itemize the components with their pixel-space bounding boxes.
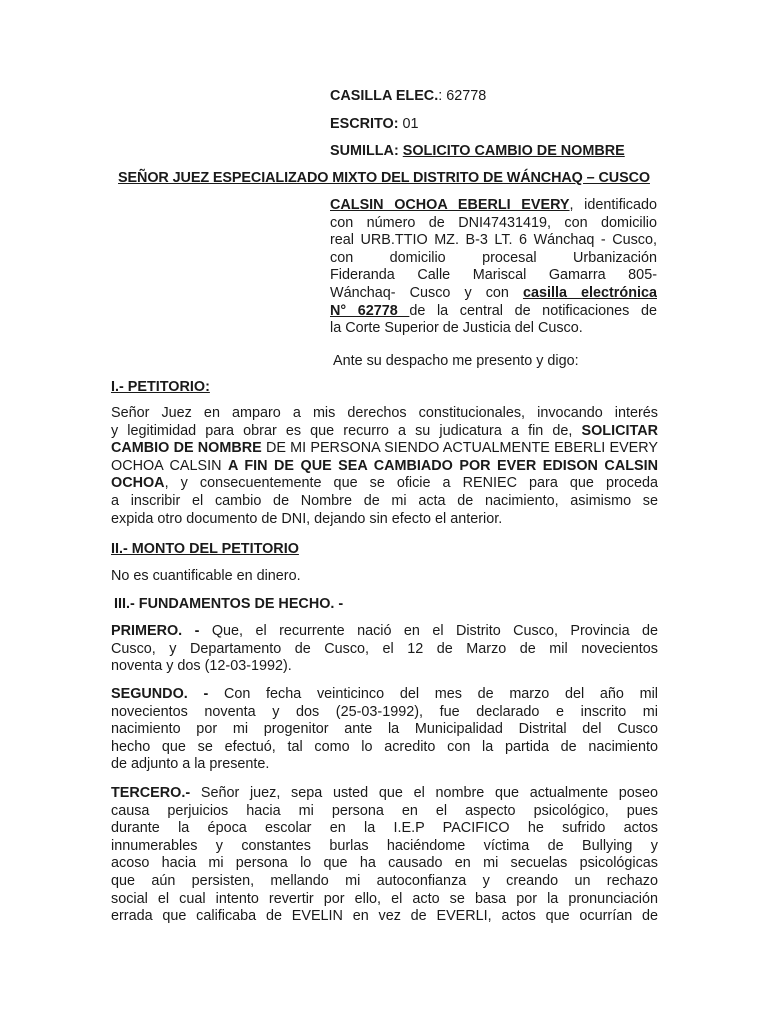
tercero-paragraph: TERCERO.- Señor juez, sepa usted que el nombre que actualmente poseo causa perjuicios hacia mi persona en el aspecto psicológico, pues durante la época escolar en la I.E.P PACIFICO he sufrido actos innumerables y constantes burlas haciéndome víctima de Bullying y acoso hacia mi persona lo que ha causado en mi secuelas psicológicas que aún persisten, mellando mi autoconfianza y creando un rechazo social el cual intento revertir por ello, el acto se basa por la pronunciación errada que calificaba de EVELIN en vez de EVERLI, actos que ocurrían de: [111, 785, 658, 925]
party-line: real URB.TTIO MZ. B-3 LT. 6 Wánchaq - Cusco,: [330, 232, 657, 249]
escrito-label: ESCRITO:: [330, 116, 399, 132]
casilla-value: : 62778: [438, 88, 487, 104]
casilla-line: [330, 88, 486, 106]
party-line: la Corte Superior de Justicia del Cusco.: [330, 320, 583, 337]
party-line: N° 62778 de la central de notificaciones de: [330, 302, 657, 319]
party-line: con número de DNI47431419, con domicilio: [330, 214, 657, 231]
party-line: Fideranda Calle Mariscal Gamarra 805-: [330, 267, 657, 284]
segundo-label: SEGUNDO. -: [111, 686, 209, 702]
party-line: con domicilio procesal Urbanización: [330, 249, 657, 266]
casilla-electronica: casilla electrónica: [522, 284, 657, 301]
primero-label: PRIMERO. -: [111, 623, 200, 639]
monto-heading: II.- MONTO DEL PETITORIO: [111, 541, 299, 557]
segundo-paragraph: SEGUNDO. - Con fecha veinticinco del mes de marzo del año mil novecientos noventa y dos (25-03-1992), fue declarado e inscrito mi nacimiento por mi progenitor ante la Municipalidad Distrital del Cusco hecho que se efectuó, tal como lo acredito con la partida de nacimiento de adjunto a la presente.: [111, 686, 658, 773]
party-name: CALSIN OCHOA EBERLI EVERY: [330, 197, 570, 213]
sumilla-value: SOLICITO CAMBIO DE NOMBRE: [402, 143, 625, 159]
petitorio-heading: I.- PETITORIO:: [111, 379, 210, 395]
casilla-label: CASILLA ELEC.: [330, 88, 439, 104]
monto-text: No es cuantificable en dinero.: [111, 568, 301, 584]
tercero-label: TERCERO.-: [111, 785, 191, 801]
casilla-number: N° 62778: [330, 302, 410, 319]
primero-paragraph: PRIMERO. - Que, el recurrente nació en el Distrito Cusco, Provincia de Cusco, y Departamento de Cusco, el 12 de Marzo de mil novecientos noventa y dos (12-03-1992).: [111, 623, 658, 675]
escrito-line: [330, 116, 419, 134]
party-line: CALSIN OCHOA EBERLI EVERY, identificado: [330, 197, 657, 213]
petitorio-paragraph: Señor Juez en amparo a mis derechos constitucionales, invocando interés y legitimidad para obrar es que recurro a su judicatura a fin de, SOLICITAR CAMBIO DE NOMBRE DE MI PERSONA SIENDO ACTUALMENTE EBERLI EVERY OCHOA CALSIN A FIN DE QUE SEA CAMBIADO POR EVER EDISON CALSIN OCHOA, y consecuentemente que se oficie a RENIEC para que proceda a inscribir el cambio de Nombre de mi acta de nacimiento, asimismo se expida otro documento de DNI, dejando sin efecto el anterior.: [111, 405, 658, 527]
sumilla-label: SUMILLA:: [330, 143, 399, 159]
party-line: Wánchaq- Cusco y con casilla electrónica: [330, 284, 657, 301]
fundamentos-heading: III.- FUNDAMENTOS DE HECHO. -: [114, 596, 344, 612]
escrito-value: 01: [398, 116, 419, 132]
party-block: [330, 197, 657, 338]
court-title: SEÑOR JUEZ ESPECIALIZADO MIXTO DEL DISTRITO DE WÁNCHAQ – CUSCO: [118, 170, 650, 186]
intro-text: Ante su despacho me presento y digo:: [333, 353, 579, 369]
sumilla-line: [330, 143, 625, 161]
